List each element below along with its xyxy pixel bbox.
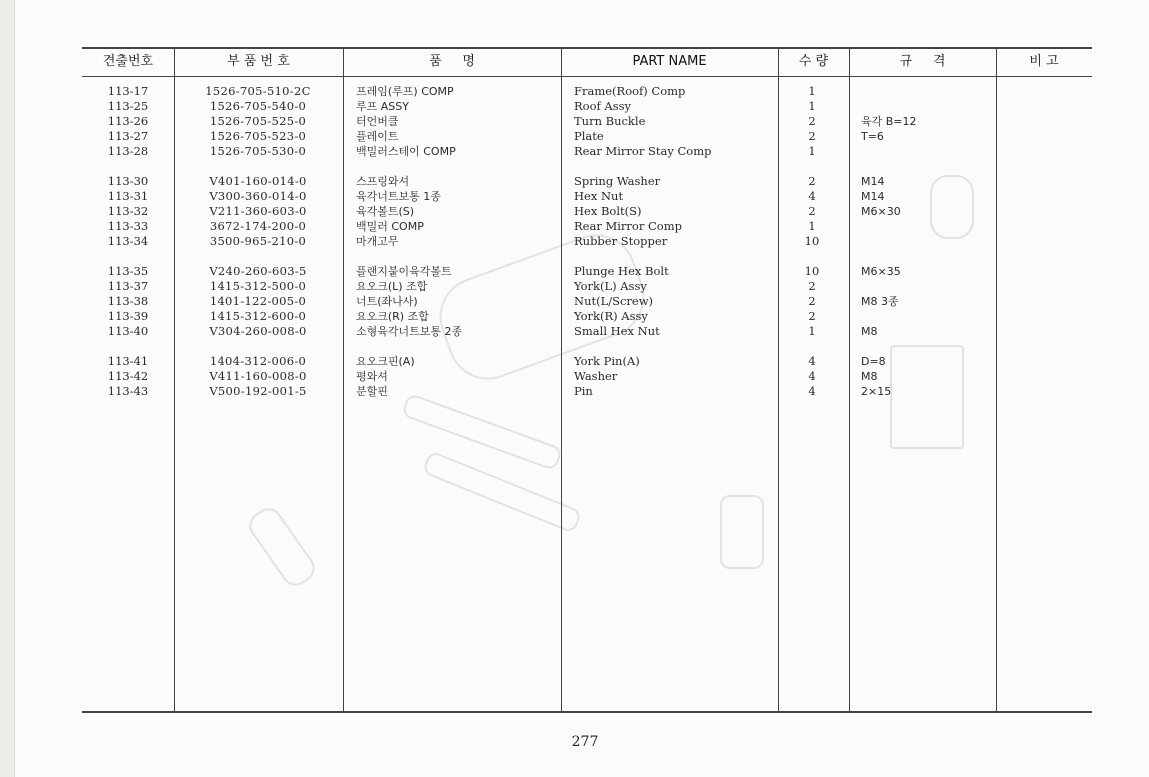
header-qty: 수 량 — [798, 54, 829, 69]
row-spec: M6×30 — [861, 205, 901, 218]
row-ref-no: 113-27 — [107, 129, 149, 143]
row-quantity: 4 — [808, 354, 816, 368]
row-part-number: 1526-705-530-0 — [209, 144, 307, 158]
row-ref-no: 113-34 — [107, 234, 149, 248]
row-part-number: V500-192-001-5 — [209, 384, 307, 398]
row-spec: M6×35 — [861, 265, 901, 278]
row-part-name: Plate — [574, 129, 604, 143]
row-ref-no: 113-41 — [107, 354, 149, 368]
row-spec — [861, 84, 1001, 99]
header-name-kr: 품 명 — [429, 54, 475, 69]
row-name-kr: 마개고무 — [356, 235, 399, 248]
row-quantity: 2 — [808, 279, 816, 293]
row-name-kr: 분할핀 — [356, 385, 388, 398]
row-spec — [861, 144, 1001, 159]
row-spec — [861, 279, 1001, 294]
row-name-kr: 요오크핀(A) — [356, 355, 415, 368]
row-name-kr: 평와셔 — [356, 370, 388, 383]
row-quantity: 1 — [808, 219, 816, 233]
row-part-number: 1401-122-005-0 — [209, 294, 307, 308]
row-part-number: V240-260-603-5 — [209, 264, 307, 278]
row-ref-no: 113-42 — [107, 369, 149, 383]
row-part-name: Spring Washer — [574, 174, 661, 188]
row-quantity: 2 — [808, 114, 816, 128]
row-part-name: Roof Assy — [574, 99, 632, 113]
row-ref-no: 113-25 — [107, 99, 149, 113]
row-name-kr: 플랜지붙이육각볼트 — [356, 265, 452, 278]
row-part-name: Turn Buckle — [574, 114, 646, 128]
row-spec — [861, 309, 1001, 324]
row-part-number: V211-360-603-0 — [209, 204, 307, 218]
row-name-kr: 터언버클 — [356, 115, 399, 128]
row-part-number: 1526-705-525-0 — [209, 114, 307, 128]
row-name-kr: 스프링와셔 — [356, 175, 410, 188]
row-ref-no: 113-35 — [107, 264, 149, 278]
row-part-name: Rubber Stopper — [574, 234, 668, 248]
row-part-number: V401-160-014-0 — [209, 174, 307, 188]
row-quantity: 4 — [808, 189, 816, 203]
row-ref-no: 113-40 — [107, 324, 149, 338]
row-ref-no: 113-33 — [107, 219, 149, 233]
row-quantity: 1 — [808, 144, 816, 158]
table-bottom-rule — [82, 711, 1092, 713]
row-spec: M8 — [861, 370, 878, 383]
row-part-number: V411-160-008-0 — [209, 369, 307, 383]
column-divider — [849, 47, 850, 712]
column-divider — [343, 47, 344, 712]
row-name-kr: 백밀러스테이 COMP — [356, 145, 456, 158]
row-quantity: 2 — [808, 129, 816, 143]
page-number: 277 — [571, 734, 599, 750]
row-ref-no: 113-32 — [107, 204, 149, 218]
row-spec: M14 — [861, 190, 885, 203]
row-part-number: 1415-312-500-0 — [209, 279, 307, 293]
row-quantity: 10 — [804, 264, 820, 278]
row-spec: M14 — [861, 175, 885, 188]
row-part-name: Frame(Roof) Comp — [574, 84, 686, 98]
row-quantity: 1 — [808, 99, 816, 113]
page-binding-edge — [0, 0, 15, 777]
header-remarks: 비 고 — [1029, 54, 1059, 69]
row-part-name: York(L) Assy — [574, 279, 647, 293]
row-name-kr: 요오크(R) 조합 — [356, 310, 429, 323]
row-part-name: Plunge Hex Bolt — [574, 264, 669, 278]
row-spec: 2×15 — [861, 385, 892, 398]
row-spec — [861, 234, 1001, 249]
row-quantity: 4 — [808, 369, 816, 383]
row-part-name: Washer — [574, 369, 618, 383]
row-part-name: York(R) Assy — [574, 309, 648, 323]
row-quantity: 2 — [808, 204, 816, 218]
row-part-name: York Pin(A) — [574, 354, 640, 368]
row-ref-no: 113-26 — [107, 114, 149, 128]
row-ref-no: 113-38 — [107, 294, 149, 308]
header-bottom-rule — [82, 76, 1092, 77]
row-part-name: Small Hex Nut — [574, 324, 660, 338]
parts-table — [82, 47, 1092, 712]
row-part-number: 1526-705-510-2C — [205, 84, 311, 98]
row-ref-no: 113-28 — [107, 144, 149, 158]
row-ref-no: 113-31 — [107, 189, 149, 203]
header-spec: 규 격 — [899, 54, 946, 69]
row-name-kr: 백밀러 COMP — [356, 220, 424, 233]
column-divider — [561, 47, 562, 712]
row-spec: M8 3종 — [861, 295, 899, 308]
row-part-number: V304-260-008-0 — [209, 324, 307, 338]
row-part-name: Hex Bolt(S) — [574, 204, 642, 218]
row-name-kr: 육각너트보통 1종 — [356, 190, 441, 203]
row-name-kr: 너트(좌나사) — [356, 295, 418, 308]
row-ref-no: 113-39 — [107, 309, 149, 323]
header-part-no: 부 품 번 호 — [227, 54, 290, 69]
row-part-number: 3672-174-200-0 — [209, 219, 307, 233]
row-quantity: 2 — [808, 309, 816, 323]
row-name-kr: 육각볼트(S) — [356, 205, 415, 218]
row-part-number: 1526-705-523-0 — [209, 129, 307, 143]
row-part-number: 3500-965-210-0 — [209, 234, 307, 248]
row-name-kr: 소형육각너트보통 2종 — [356, 325, 463, 338]
row-ref-no: 113-43 — [107, 384, 149, 398]
row-name-kr: 프레임(루프) COMP — [356, 85, 454, 98]
row-spec: M8 — [861, 325, 878, 338]
header-ref-no: 견출번호 — [102, 54, 154, 69]
row-spec: D=8 — [861, 355, 886, 368]
row-name-kr: 요오크(L) 조합 — [356, 280, 428, 293]
row-part-number: 1415-312-600-0 — [209, 309, 307, 323]
row-ref-no: 113-37 — [107, 279, 149, 293]
row-part-name: Rear Mirror Stay Comp — [574, 144, 712, 158]
row-part-number: 1526-705-540-0 — [209, 99, 307, 113]
row-spec: 육각 B=12 — [861, 115, 917, 128]
row-quantity: 2 — [808, 174, 816, 188]
row-part-name: Nut(L/Screw) — [574, 294, 654, 308]
row-part-name: Pin — [574, 384, 593, 398]
row-spec — [861, 219, 1001, 234]
row-quantity: 1 — [808, 324, 816, 338]
row-quantity: 10 — [804, 234, 820, 248]
row-quantity: 2 — [808, 294, 816, 308]
row-spec — [861, 99, 1001, 114]
row-ref-no: 113-30 — [107, 174, 149, 188]
row-part-name: Hex Nut — [574, 189, 624, 203]
row-part-name: Rear Mirror Comp — [574, 219, 682, 233]
row-quantity: 4 — [808, 384, 816, 398]
row-part-number: V300-360-014-0 — [209, 189, 307, 203]
header-part-name: PART NAME — [632, 54, 707, 69]
row-spec: T=6 — [861, 130, 884, 143]
row-part-number: 1404-312-006-0 — [209, 354, 307, 368]
row-name-kr: 루프 ASSY — [356, 100, 409, 113]
row-quantity: 1 — [808, 84, 816, 98]
row-ref-no: 113-17 — [107, 84, 149, 98]
row-name-kr: 플레이트 — [356, 130, 399, 143]
